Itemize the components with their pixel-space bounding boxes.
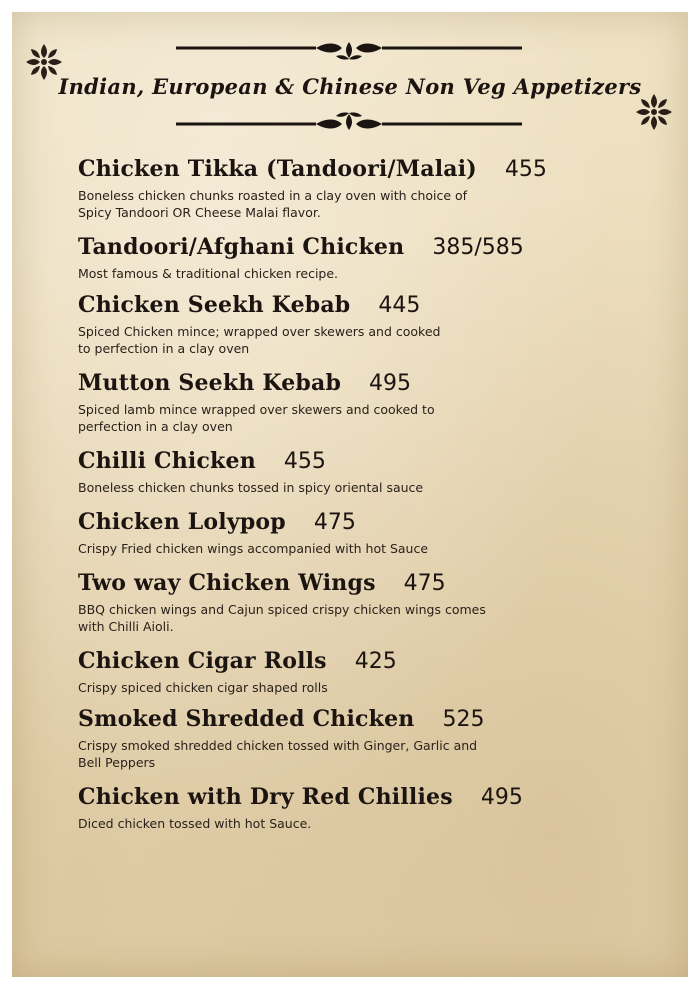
menu-item <box>78 290 440 357</box>
menu-item-name: Chicken Tikka (Tandoori/Malai) <box>78 156 477 182</box>
menu-item <box>78 507 428 557</box>
menu-item-description <box>78 479 423 496</box>
ornamental-divider-icon <box>176 40 522 60</box>
menu-item-price: 425 <box>354 649 397 674</box>
menu-item-price: 475 <box>313 510 356 535</box>
menu-item-description <box>78 265 524 282</box>
menu-item-price: 495 <box>369 371 412 396</box>
menu-item-title <box>78 446 423 477</box>
page-title: Indian, European & Chinese Non Veg Appetizers <box>58 74 642 99</box>
description-line: Crispy Fried chicken wings accompanied with hot Sauce <box>78 541 429 556</box>
menu-item-price: 495 <box>480 785 523 810</box>
menu-item-price: 525 <box>442 707 485 732</box>
description-line: Spiced Chicken mince; wrapped over skewers and cooked <box>78 324 441 339</box>
menu-item-title <box>78 232 524 263</box>
menu-item-description <box>78 737 485 771</box>
menu-item-name: Chicken Cigar Rolls <box>78 648 327 674</box>
description-line: with Chilli Aioli. <box>78 619 174 634</box>
menu-item <box>78 782 523 832</box>
ornamental-divider-icon <box>176 112 522 132</box>
menu-item-name: Smoked Shredded Chicken <box>78 706 415 732</box>
menu-item-title <box>78 154 547 185</box>
menu-item-title <box>78 290 440 321</box>
menu-item-title <box>78 704 485 735</box>
menu-item-name: Two way Chicken Wings <box>78 570 376 596</box>
description-line: to perfection in a clay oven <box>78 341 250 356</box>
menu-item-description <box>78 401 435 435</box>
description-line: Crispy spiced chicken cigar shaped rolls <box>78 680 328 695</box>
menu-item-price: 445 <box>378 293 421 318</box>
menu-item-price: 385/585 <box>432 235 524 260</box>
menu-item <box>78 368 435 435</box>
menu-item <box>78 704 485 771</box>
description-line: Crispy smoked shredded chicken tossed with Ginger, Garlic and <box>78 738 478 753</box>
description-line: perfection in a clay oven <box>78 419 233 434</box>
description-line: BBQ chicken wings and Cajun spiced crispy chicken wings comes <box>78 602 486 617</box>
menu-item <box>78 568 486 635</box>
description-line: Boneless chicken chunks tossed in spicy oriental sauce <box>78 480 424 495</box>
menu-item-title <box>78 568 486 599</box>
description-line: Bell Peppers <box>78 755 156 770</box>
menu-item-title <box>78 782 523 813</box>
menu-item-name: Chicken Seekh Kebab <box>78 292 351 318</box>
menu-item <box>78 646 397 696</box>
menu-item-price: 455 <box>504 157 547 182</box>
menu-item <box>78 446 423 496</box>
menu-item-price: 455 <box>283 449 326 474</box>
menu-item-description <box>78 323 440 357</box>
menu-page <box>12 12 688 977</box>
description-line: Most famous & traditional chicken recipe. <box>78 266 339 281</box>
menu-item-name: Mutton Seekh Kebab <box>78 370 342 396</box>
description-line: Spiced lamb mince wrapped over skewers and cooked to <box>78 402 435 417</box>
menu-item-name: Tandoori/Afghani Chicken <box>78 234 405 260</box>
menu-item-description <box>78 187 547 221</box>
menu-item-title <box>78 507 428 538</box>
description-line: Spicy Tandoori OR Cheese Malai flavor. <box>78 205 321 220</box>
description-line: Diced chicken tossed with hot Sauce. <box>78 816 312 831</box>
menu-item <box>78 154 547 221</box>
menu-item-description <box>78 540 428 557</box>
menu-item-description <box>78 601 486 635</box>
menu-item-name: Chilli Chicken <box>78 448 256 474</box>
menu-item <box>78 232 524 282</box>
menu-item-price: 475 <box>403 571 446 596</box>
menu-item-title <box>78 646 397 677</box>
menu-item-name: Chicken with Dry Red Chillies <box>78 784 453 810</box>
menu-item-name: Chicken Lolypop <box>78 509 286 535</box>
menu-item-description <box>78 815 523 832</box>
menu-item-description <box>78 679 397 696</box>
menu-item-title <box>78 368 435 399</box>
description-line: Boneless chicken chunks roasted in a clay oven with choice of <box>78 188 468 203</box>
